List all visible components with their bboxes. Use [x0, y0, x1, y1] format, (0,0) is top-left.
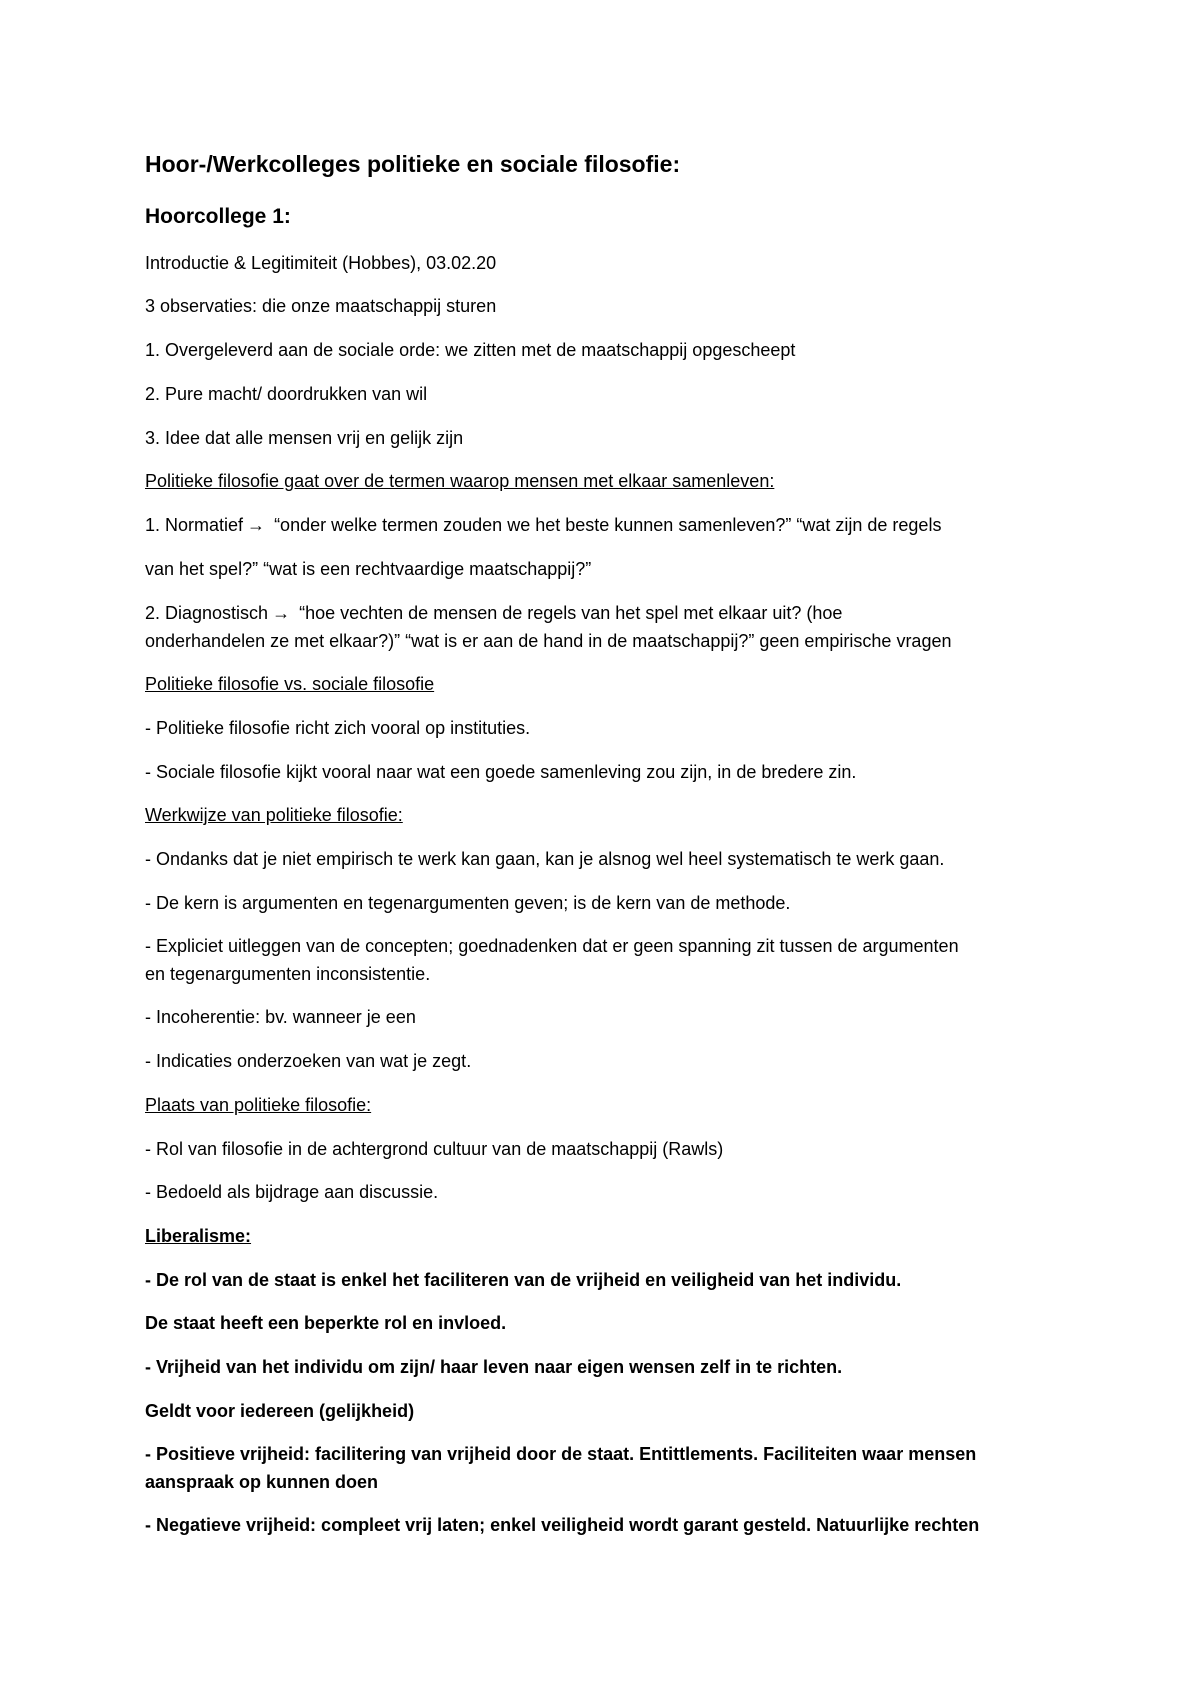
- subheading-vs: Politieke filosofie vs. sociale filosofie: [145, 674, 435, 694]
- arrow-right-icon: →: [247, 515, 266, 535]
- list-item: - Positieve vrijheid: facilitering van vrijheid door de staat. Entittlements. Faciliteiten waar mensen: [145, 1444, 977, 1464]
- list-item: - Negatieve vrijheid: compleet vrij laten; enkel veiligheid wordt garant gesteld. Natuurlijke rechten: [145, 1515, 980, 1535]
- list-item: - Bedoeld als bijdrage aan discussie.: [145, 1182, 439, 1202]
- observations-heading: 3 observaties: die onze maatschappij sturen: [145, 296, 497, 316]
- observation-item: 2. Pure macht/ doordrukken van wil: [145, 384, 428, 404]
- diagnostisch-text-continued: onderhandelen ze met elkaar?)” “wat is er aan de hand in de maatschappij?” geen empirische vragen: [145, 631, 952, 651]
- normatief-text-continued: van het spel?” “wat is een rechtvaardige maatschappij?”: [145, 559, 592, 579]
- normatief-text: “onder welke termen zouden we het beste kunnen samenleven?” “wat zijn de regels: [274, 515, 942, 535]
- diagnostisch-text: “hoe vechten de mensen de regels van het spel met elkaar uit? (hoe: [299, 603, 843, 623]
- list-item: - Vrijheid van het individu om zijn/ haar leven naar eigen wensen zelf in te richten.: [145, 1357, 843, 1377]
- subheading-politieke-filosofie: Politieke filosofie gaat over de termen waarop mensen met elkaar samenleven:: [145, 471, 775, 491]
- list-item: - Indicaties onderzoeken van wat je zegt.: [145, 1051, 472, 1071]
- diagnostisch-line: [145, 602, 842, 624]
- subheading-plaats: Plaats van politieke filosofie:: [145, 1095, 372, 1115]
- normatief-line: [145, 514, 941, 536]
- paragraph: Geldt voor iedereen (gelijkheid): [145, 1401, 415, 1421]
- observation-item: 1. Overgeleverd aan de sociale orde: we zitten met de maatschappij opgescheept: [145, 340, 796, 360]
- list-item-continued: aanspraak op kunnen doen: [145, 1472, 379, 1492]
- list-item: - Sociale filosofie kijkt vooral naar wat een goede samenleving zou zijn, in de bredere zin.: [145, 762, 857, 782]
- list-item: - Rol van filosofie in de achtergrond cultuur van de maatschappij (Rawls): [145, 1139, 724, 1159]
- subheading-liberalisme: Liberalisme:: [145, 1226, 252, 1246]
- document-title: Hoor-/Werkcolleges politieke en sociale filosofie:: [145, 151, 681, 177]
- normatief-label: 1. Normatief: [145, 515, 244, 535]
- list-item: - Expliciet uitleggen van de concepten; goednadenken dat er geen spanning zit tussen de argumenten: [145, 936, 959, 956]
- subheading-werkwijze: Werkwijze van politieke filosofie:: [145, 805, 403, 825]
- list-item: - Politieke filosofie richt zich vooral op instituties.: [145, 718, 531, 738]
- list-item-continued: en tegenargumenten inconsistentie.: [145, 964, 431, 984]
- paragraph: De staat heeft een beperkte rol en invloed.: [145, 1313, 507, 1333]
- list-item: - Ondanks dat je niet empirisch te werk kan gaan, kan je alsnog wel heel systematisch te werk gaan.: [145, 849, 945, 869]
- list-item: - De rol van de staat is enkel het faciliteren van de vrijheid en veiligheid van het individu.: [145, 1270, 902, 1290]
- observation-item: 3. Idee dat alle mensen vrij en gelijk zijn: [145, 428, 464, 448]
- section-heading-hoorcollege: Hoorcollege 1:: [145, 205, 291, 228]
- diagnostisch-label: 2. Diagnostisch: [145, 603, 269, 623]
- list-item: - De kern is argumenten en tegenargumenten geven; is de kern van de methode.: [145, 893, 791, 913]
- lecture-intro: Introductie & Legitimiteit (Hobbes), 03.02.20: [145, 253, 497, 273]
- list-item: - Incoherentie: bv. wanneer je een: [145, 1007, 416, 1027]
- arrow-right-icon: →: [272, 603, 291, 623]
